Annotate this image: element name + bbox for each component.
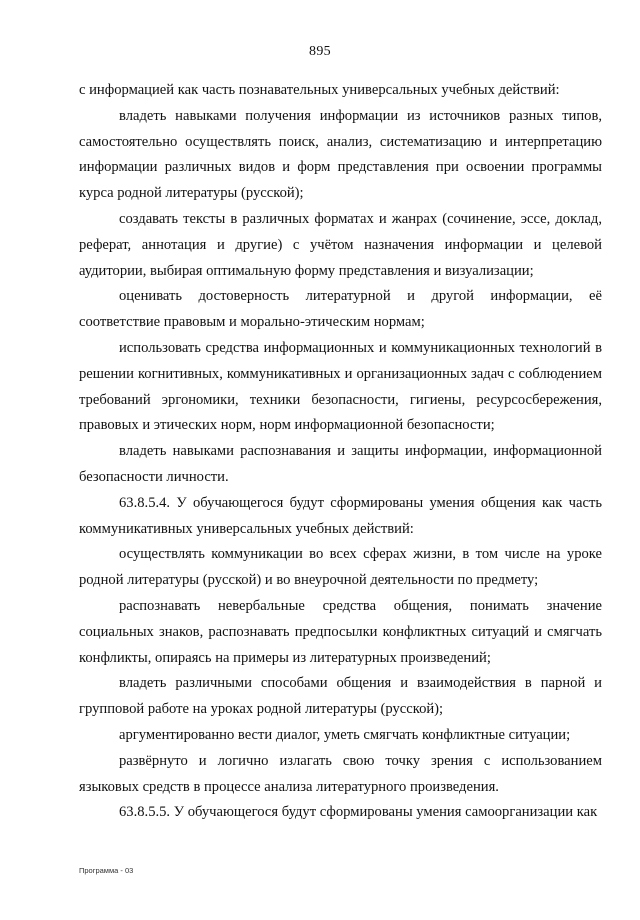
page-footer: Программа - 03	[79, 866, 134, 875]
paragraph: оценивать достоверность литературной и другой информации, её соответствие правовым и морально-этическим нормам;	[79, 288, 602, 331]
section-heading-63-8-5-5: 63.8.5.5. У обучающегося будут сформированы умения самоорганизации как	[119, 804, 598, 821]
page-number: 895	[309, 44, 331, 59]
paragraph: владеть навыками распознавания и защиты информации, информационной безопасности личности.	[79, 443, 602, 485]
paragraph: развёрнуто и логично излагать свою точку зрения с использованием языковых средств в процессе анализа литературного произведения.	[79, 752, 602, 795]
paragraph: аргументированно вести диалог, уметь смягчать конфликтные ситуации;	[119, 726, 571, 743]
paragraph: использовать средства информационных и коммуникационных технологий в решении когнитивных, коммуникативных и организационных задач с соблюдением требований эргономики, техники безопасности, гигиены, ресурсосбережения, правовых и этических норм, норм информационной безопасности;	[79, 339, 602, 434]
paragraph: распознавать невербальные средства общения, понимать значение социальных знаков, распознавать предпосылки конфликтных ситуаций и смягчать конфликты, опираясь на примеры из литературных произведений;	[79, 597, 602, 666]
section-heading-63-8-5-4: 63.8.5.4. У обучающегося будут сформированы умения общения как часть коммуникативных универсальных учебных действий:	[79, 494, 602, 537]
paragraph: владеть различными способами общения и взаимодействия в парной и групповой работе на уроках родной литературы (русской);	[79, 675, 602, 718]
document-body	[79, 78, 602, 826]
paragraph: осуществлять коммуникации во всех сферах жизни, в том числе на уроке родной литературы (русской) и во внеурочной деятельности по предмету;	[79, 546, 602, 589]
paragraph: создавать тексты в различных форматах и жанрах (сочинение, эссе, доклад, реферат, аннотация и другие) с учётом назначения информации и целевой аудитории, выбирая оптимальную форму представления и визуализации;	[79, 210, 602, 279]
paragraph: владеть навыками получения информации из источников разных типов, самостоятельно осуществлять поиск, анализ, систематизацию и интерпретацию информации различных видов и форм представления при освоении программы курса родной литературы (русской);	[79, 107, 602, 202]
paragraph-continuation: с информацией как часть познавательных универсальных учебных действий:	[79, 82, 560, 98]
